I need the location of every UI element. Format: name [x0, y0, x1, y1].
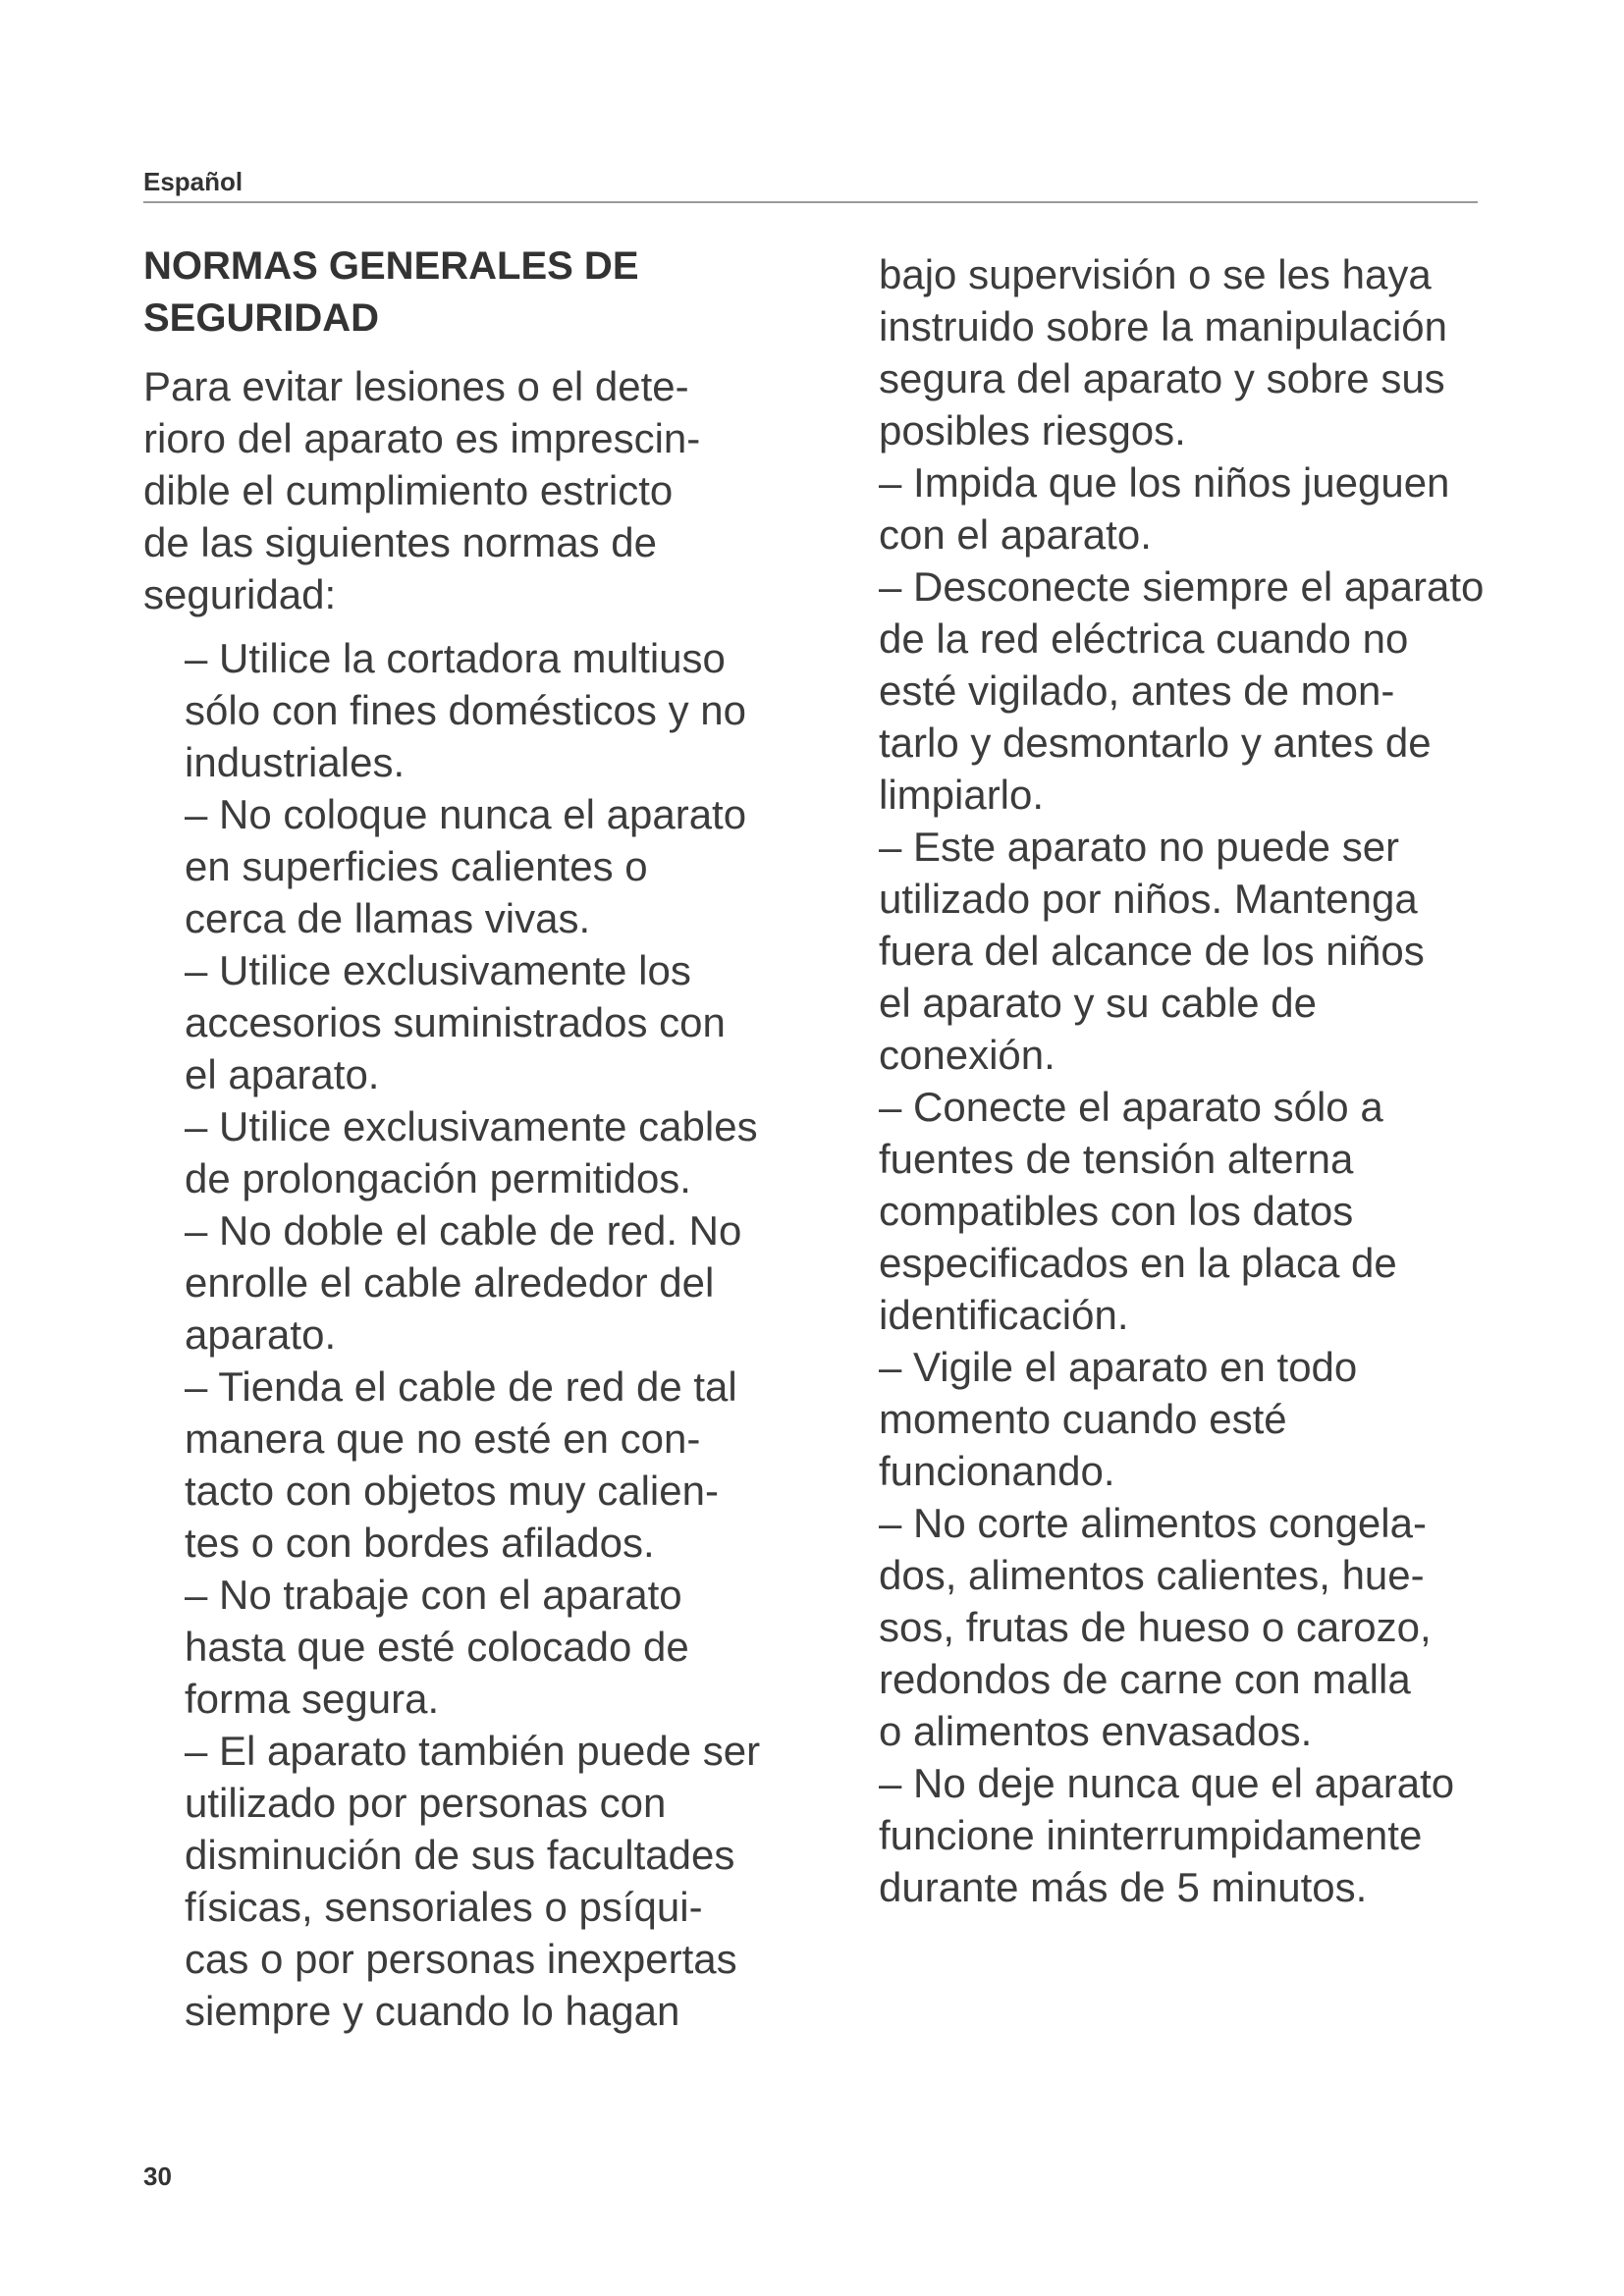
- list-line: dos, alimentos calientes, hue-: [879, 1552, 1425, 1598]
- list-line: – Utilice exclusivamente los: [185, 947, 691, 993]
- title-line: SEGURIDAD: [143, 296, 380, 340]
- list-line: cas o por personas inexpertas: [185, 1936, 737, 1982]
- list-line: utilizado por personas con: [185, 1780, 667, 1826]
- list-line: en superficies calientes o: [185, 843, 648, 889]
- list-line: instruido sobre la manipulación: [879, 303, 1447, 349]
- list-line: funcionando.: [879, 1448, 1115, 1494]
- list-line: o alimentos envasados.: [879, 1708, 1313, 1754]
- list-line: conexión.: [879, 1032, 1056, 1078]
- list-line: fuentes de tensión alterna: [879, 1136, 1354, 1182]
- list-line: tarlo y desmontarlo y antes de: [879, 720, 1432, 766]
- list-line: sos, frutas de hueso o carozo,: [879, 1604, 1432, 1650]
- intro-line: rioro del aparato es imprescin-: [143, 415, 701, 461]
- list-line: segura del aparato y sobre sus: [879, 355, 1445, 401]
- list-line: esté vigilado, antes de mon-: [879, 667, 1395, 714]
- list-line: especificados en la placa de: [879, 1240, 1397, 1286]
- list-line: forma segura.: [185, 1676, 440, 1722]
- list-line: fuera del alcance de los niños: [879, 928, 1425, 974]
- list-line: accesorios suministrados con: [185, 999, 726, 1045]
- list-line: – Vigile el aparato en todo: [879, 1344, 1358, 1390]
- list-line: – Este aparato no puede ser: [879, 824, 1400, 870]
- intro-line: seguridad:: [143, 571, 337, 617]
- list-line: – No coloque nunca el aparato: [185, 791, 747, 837]
- header-divider: [143, 201, 1478, 203]
- title-line: NORMAS GENERALES DE: [143, 244, 639, 288]
- list-line: – Utilice exclusivamente cables: [185, 1103, 758, 1149]
- list-line: con el aparato.: [879, 511, 1152, 558]
- list-line: industriales.: [185, 739, 406, 785]
- list-line: – Utilice la cortadora multiuso: [185, 635, 726, 681]
- list-line: identificación.: [879, 1292, 1129, 1338]
- list-line: bajo supervisión o se les haya: [879, 251, 1432, 297]
- list-line: – No corte alimentos congela-: [879, 1500, 1427, 1546]
- list-line: manera que no esté en con-: [185, 1415, 701, 1462]
- list-line: tes o con bordes afilados.: [185, 1520, 655, 1566]
- list-line: el aparato y su cable de: [879, 980, 1317, 1026]
- list-line: utilizado por niños. Mantenga: [879, 876, 1418, 922]
- list-line: disminución de sus facultades: [185, 1832, 735, 1878]
- list-line: funcione ininterrumpidamente: [879, 1812, 1423, 1858]
- list-line: limpiarlo.: [879, 772, 1045, 818]
- intro-line: Para evitar lesiones o el dete-: [143, 363, 689, 409]
- intro-paragraph: [143, 360, 700, 620]
- list-line: redondos de carne con malla: [879, 1656, 1411, 1702]
- left-column-list: [185, 632, 760, 2037]
- right-column-list: [879, 248, 1484, 1913]
- list-line: – El aparato también puede ser: [185, 1728, 761, 1774]
- list-line: tacto con objetos muy calien-: [185, 1468, 719, 1514]
- section-title: [143, 240, 639, 345]
- list-line: de prolongación permitidos.: [185, 1155, 691, 1201]
- list-line: posibles riesgos.: [879, 407, 1186, 454]
- list-line: el aparato.: [185, 1051, 380, 1097]
- list-line: aparato.: [185, 1311, 337, 1358]
- page-number: 30: [143, 2162, 172, 2191]
- list-line: enrolle el cable alrededor del: [185, 1259, 715, 1306]
- list-line: – Impida que los niños jueguen: [879, 459, 1450, 506]
- language-header: Español: [143, 167, 244, 196]
- list-line: – Tienda el cable de red de tal: [185, 1363, 737, 1410]
- list-line: hasta que esté colocado de: [185, 1624, 689, 1670]
- list-line: físicas, sensoriales o psíqui-: [185, 1884, 703, 1930]
- list-line: cerca de llamas vivas.: [185, 895, 591, 941]
- list-line: de la red eléctrica cuando no: [879, 615, 1409, 662]
- list-line: compatibles con los datos: [879, 1188, 1354, 1234]
- list-line: – No doble el cable de red. No: [185, 1207, 742, 1254]
- intro-line: de las siguientes normas de: [143, 519, 657, 565]
- list-line: momento cuando esté: [879, 1396, 1287, 1442]
- list-line: – Conecte el aparato sólo a: [879, 1084, 1383, 1130]
- intro-line: dible el cumplimiento estricto: [143, 467, 674, 513]
- list-line: – Desconecte siempre el aparato: [879, 563, 1485, 610]
- list-line: siempre y cuando lo hagan: [185, 1988, 680, 2034]
- list-line: – No trabaje con el aparato: [185, 1572, 682, 1618]
- list-line: sólo con fines domésticos y no: [185, 687, 746, 733]
- list-line: – No deje nunca que el aparato: [879, 1760, 1455, 1806]
- list-line: durante más de 5 minutos.: [879, 1864, 1368, 1910]
